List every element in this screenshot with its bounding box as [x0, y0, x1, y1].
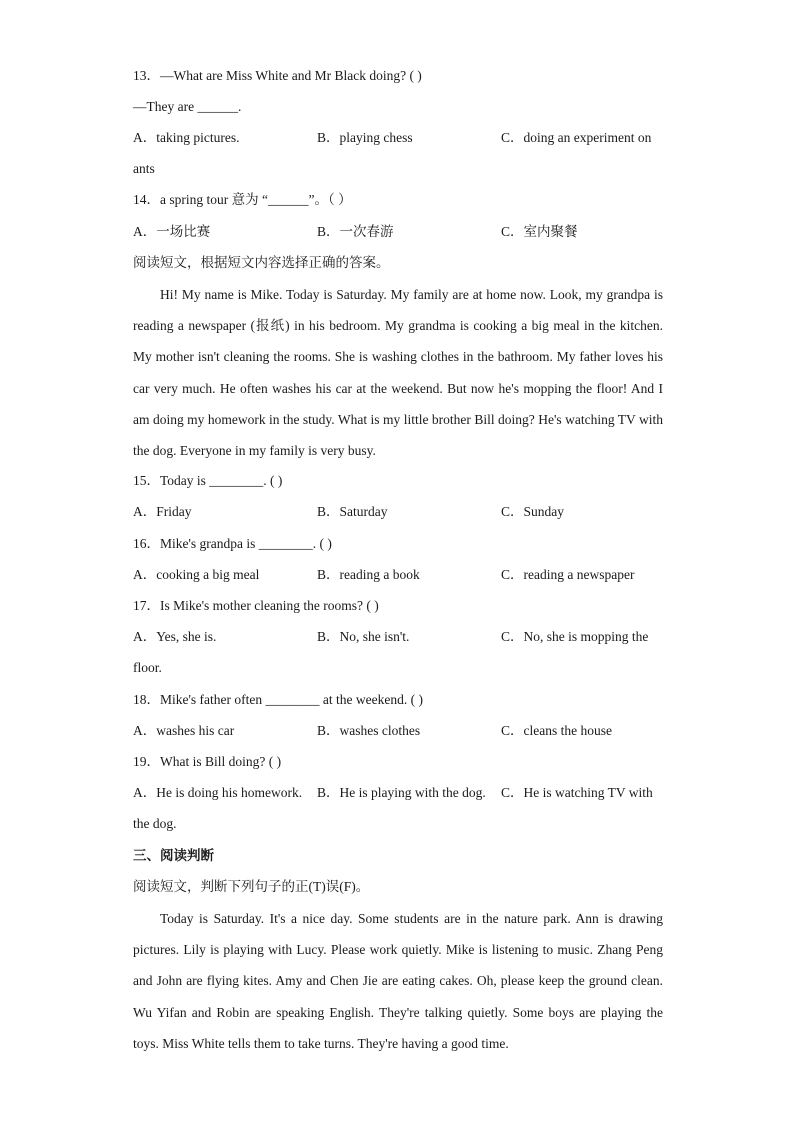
q13-option-c: C．doing an experiment on: [501, 130, 652, 145]
reading-passage-1: Hi! My name is Mike. Today is Saturday. My family are at home now. Look, my grandpa is reading a newspaper (报纸) in his bedroom. My grandma is cooking a big meal in the kitchen. My mother isn't cleaning the rooms. She is washing clothes in the bathroom. My father loves his car very much. He often washes his car at the weekend. But now he's mopping the floor! And I am doing my homework in the study. What is my little brother Bill doing? He's watching TV with the dog. Everyone in my family is very busy.: [133, 287, 663, 459]
q15-option-b: B．Saturday: [317, 504, 388, 519]
q17-stem: 17．Is Mike's mother cleaning the rooms? ( ): [133, 598, 379, 613]
reading-instruction: 阅读短文，根据短文内容选择正确的答案。: [133, 255, 390, 270]
q16-option-a: A．cooking a big meal: [133, 567, 260, 582]
q16-stem: 16．Mike's grandpa is ________. ( ): [133, 536, 332, 551]
q14-option-a: A．一场比赛: [133, 224, 211, 239]
q19-option-c: C．He is watching TV with: [501, 785, 653, 800]
q13-stem: 13．—What are Miss White and Mr Black doing? ( ): [133, 68, 422, 83]
q14-option-b: B．一次春游: [317, 224, 394, 239]
q18-option-c: C．cleans the house: [501, 723, 612, 738]
q19-option-a: A．He is doing his homework.: [133, 785, 303, 800]
q18-option-a: A．washes his car: [133, 723, 235, 738]
q13-answer-line: —They are ______.: [133, 99, 242, 114]
q15-stem: 15．Today is ________. ( ): [133, 473, 283, 488]
q17-option-b: B．No, she isn't.: [317, 629, 410, 644]
q16-option-b: B．reading a book: [317, 567, 420, 582]
q18-stem: 18．Mike's father often ________ at the weekend. ( ): [133, 692, 423, 707]
reading-passage-2: Today is Saturday. It's a nice day. Some students are in the nature park. Ann is drawing pictures. Lily is playing with Lucy. Please work quietly. Mike is listening to music. Zhang Peng and John are flying kites. Amy and Chen Jie are eating cakes. Oh, please keep the ground clean. Wu Yifan and Robin are speaking English. They're talking quietly. Some boys are playing the toys. Miss White tells them to take turns. They're having a good time.: [133, 911, 663, 1051]
q18-option-b: B．washes clothes: [317, 723, 421, 738]
q15-option-c: C．Sunday: [501, 504, 565, 519]
q19-option-c-wrap: the dog.: [133, 816, 177, 831]
q13-option-a: A．taking pictures.: [133, 130, 240, 145]
q17-option-c-wrap: floor.: [133, 660, 162, 675]
q19-option-b: B．He is playing with the dog.: [317, 785, 486, 800]
judgement-instruction: 阅读短文，判断下列句子的正(T)误(F)。: [133, 879, 370, 894]
section-heading-judgement: 三、阅读判断: [133, 848, 214, 863]
q13-option-c-wrap: ants: [133, 161, 155, 176]
q14-stem: 14．a spring tour 意为 “______”。（ ）: [133, 192, 352, 207]
q14-option-c: C．室内聚餐: [501, 224, 578, 239]
q16-option-c: C．reading a newspaper: [501, 567, 635, 582]
q17-option-a: A．Yes, she is.: [133, 629, 217, 644]
q15-option-a: A．Friday: [133, 504, 192, 519]
q19-stem: 19．What is Bill doing? ( ): [133, 754, 282, 769]
q17-option-c: C．No, she is mopping the: [501, 629, 649, 644]
q13-option-b: B．playing chess: [317, 130, 413, 145]
